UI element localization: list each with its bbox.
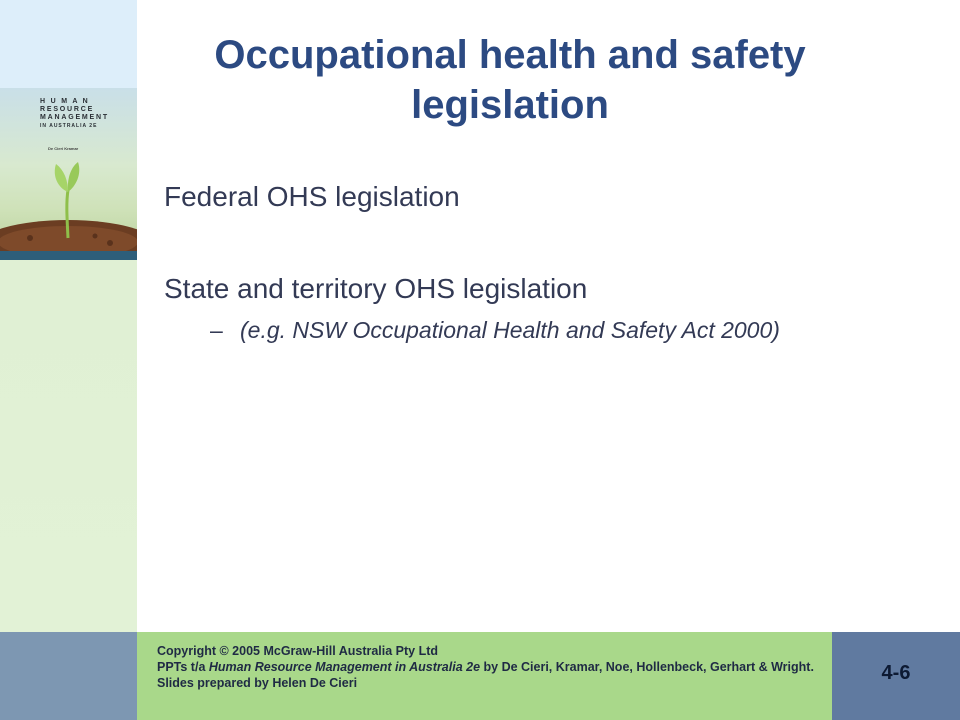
book-cover-footer-strip [0, 251, 137, 260]
bullet-state-territory-ohs: State and territory OHS legislation [164, 273, 588, 304]
footer-copyright-block [137, 632, 832, 720]
prepared-by: Slides prepared by Helen De Cieri [157, 676, 358, 690]
book-cover-title: H U M A N RESOURCE MANAGEMENT IN AUSTRALIA 2E [40, 98, 109, 129]
copyright-text [157, 643, 827, 691]
slide-number: 4-6 [881, 662, 911, 684]
slide-title: Occupational health and safety legislation [214, 33, 806, 127]
sub-bullet-dash: – [210, 317, 223, 343]
copyright-line: Copyright © 2005 McGraw-Hill Australia Pty Ltd [157, 644, 439, 658]
footer-slide-number-block [832, 632, 960, 720]
sub-bullet-text: (e.g. NSW Occupational Health and Safety Act 2000) [240, 317, 780, 343]
slide-footer [0, 632, 960, 720]
book-cover-image [0, 88, 137, 260]
sub-bullet-nsw-act [210, 314, 780, 346]
book-title-italic: Human Resource Management in Australia 2e [208, 660, 481, 674]
ppt-attribution: PPTs t/a Human Resource Management in Australia 2e by De Cieri, Kramar, Noe, Hollenbeck, Gerhart & Wright. [157, 660, 814, 674]
seedling-icon [0, 148, 137, 251]
book-cover-authors: De Cieri Kramar [48, 146, 79, 151]
footer-left-block [0, 632, 137, 720]
bullet-federal-ohs: Federal OHS legislation [164, 181, 460, 212]
